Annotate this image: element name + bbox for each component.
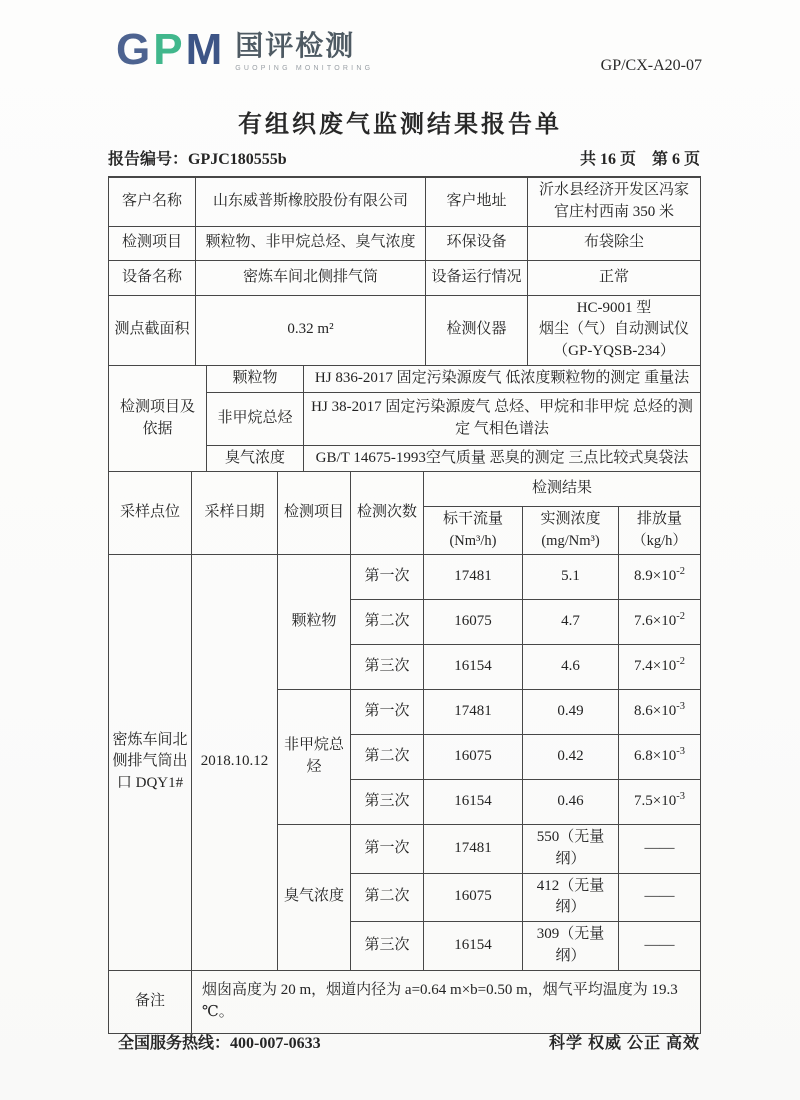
- basis-standard: HJ 836-2017 固定污染源废气 低浓度颗粒物的测定 重量法: [304, 365, 701, 392]
- info-label: 客户地址: [426, 177, 528, 226]
- info-label: 客户名称: [109, 177, 196, 226]
- info-label: 环保设备: [426, 226, 528, 260]
- trial-cell: 第三次: [351, 780, 424, 825]
- trial-cell: 第一次: [351, 690, 424, 735]
- remark-table: [108, 970, 701, 1034]
- conc-cell: 0.49: [523, 690, 619, 735]
- emission-exponent: -2: [676, 656, 685, 668]
- emission-base: 8.6×10: [634, 703, 677, 720]
- basis-label: 检测项目及依据: [109, 365, 207, 472]
- emission-cell: [619, 922, 701, 971]
- trial-cell: 第一次: [351, 825, 424, 874]
- gpm-logo: [116, 25, 374, 74]
- table-row: [109, 365, 701, 392]
- page-title: 有组织废气监测结果报告单: [238, 112, 562, 138]
- flow-cell: 16154: [424, 780, 523, 825]
- flow-cell: 17481: [424, 555, 523, 600]
- conc-cell: 0.42: [523, 735, 619, 780]
- emission-base: 6.8×10: [634, 748, 677, 765]
- logo-letter-p: P: [153, 25, 186, 74]
- emission-base: ——: [644, 839, 675, 856]
- trial-cell: 第一次: [351, 555, 424, 600]
- header-emission-unit: （kg/h）: [632, 533, 687, 549]
- page-count: 共 16 页 第 6 页: [579, 151, 700, 168]
- emission-exponent: -3: [676, 791, 685, 803]
- footer-slogan: 科学 权威 公正 高效: [548, 1035, 700, 1052]
- conc-cell: 550（无量纲）: [523, 825, 619, 874]
- emission-exponent: -2: [676, 611, 685, 623]
- basis-standard: HJ 38-2017 固定污染源废气 总烃、甲烷和非甲烷 总烃的测定 气相色谱法: [304, 392, 701, 445]
- flow-cell: 16075: [424, 873, 523, 922]
- flow-cell: 17481: [424, 690, 523, 735]
- conc-cell: 4.6: [523, 645, 619, 690]
- info-value: 密炼车间北侧排气筒: [196, 260, 426, 295]
- results-table: [108, 471, 701, 970]
- emission-cell: [619, 825, 701, 874]
- page-footer: [118, 1030, 700, 1053]
- basis-standard: GB/T 14675-1993空气质量 恶臭的测定 三点比较式臭袋法: [304, 445, 701, 472]
- report-meta-row: [108, 146, 700, 169]
- info-value: 正常: [528, 260, 701, 295]
- table-row: [109, 295, 701, 365]
- info-value: 山东威普斯橡胶股份有限公司: [196, 177, 426, 226]
- info-label: 检测项目: [109, 226, 196, 260]
- header-results-group: 检测结果: [424, 472, 701, 507]
- table-row: [109, 177, 701, 226]
- remark-label: 备注: [109, 970, 192, 1033]
- info-value: 颗粒物、非甲烷总烃、臭气浓度: [196, 226, 426, 260]
- conc-cell: 309（无量纲）: [523, 922, 619, 971]
- logo-text: [235, 28, 373, 72]
- emission-cell: [619, 600, 701, 645]
- header-sampling-date: 采样日期: [192, 472, 278, 555]
- sampling-date-cell: 2018.10.12: [192, 555, 278, 971]
- emission-cell: [619, 555, 701, 600]
- trial-cell: 第三次: [351, 922, 424, 971]
- info-label: 检测仪器: [426, 295, 528, 365]
- basis-item: 非甲烷总烃: [207, 392, 304, 445]
- info-value-instrument: [528, 295, 701, 365]
- basis-item: 颗粒物: [207, 365, 304, 392]
- flow-cell: 16154: [424, 922, 523, 971]
- table-row: [109, 260, 701, 295]
- footer-hotline: 全国服务热线：400-007-0633: [118, 1035, 321, 1052]
- trial-cell: 第二次: [351, 873, 424, 922]
- conc-cell: 412（无量纲）: [523, 873, 619, 922]
- logo-letter-m: M: [185, 25, 226, 74]
- emission-exponent: -3: [676, 746, 685, 758]
- logo-name-cn: 国评检测: [235, 30, 356, 61]
- emission-base: 7.5×10: [634, 793, 677, 810]
- header-flow-name: 标干流量: [442, 511, 503, 528]
- info-label: 设备名称: [109, 260, 196, 295]
- emission-base: ——: [644, 936, 675, 953]
- header-test-times: 检测次数: [351, 472, 424, 555]
- conc-cell: 5.1: [523, 555, 619, 600]
- document-code: GP/CX-A20-07: [600, 57, 702, 74]
- table-row: [109, 970, 701, 1033]
- table-header-row: [109, 472, 701, 507]
- flow-cell: 16154: [424, 645, 523, 690]
- header-sampling-point: 采样点位: [109, 472, 192, 555]
- info-label: 设备运行情况: [426, 260, 528, 295]
- header-concentration: [523, 507, 619, 555]
- basis-item: 臭气浓度: [207, 445, 304, 472]
- conc-cell: 4.7: [523, 600, 619, 645]
- remark-text: 烟囱高度为 20 m，烟道内径为 a=0.64 m×b=0.50 m，烟气平均温度为 19.3 ℃。: [192, 970, 701, 1033]
- info-value: 布袋除尘: [528, 226, 701, 260]
- instrument-line: HC-9001 型: [576, 299, 652, 316]
- info-value: 沂水县经济开发区冯家官庄村西南 350 米: [528, 177, 701, 226]
- emission-base: ——: [644, 888, 675, 905]
- header-conc-name: 实测浓度: [540, 511, 601, 528]
- header-emission-name: 排放量: [637, 511, 683, 528]
- emission-cell: [619, 780, 701, 825]
- emission-exponent: -2: [676, 566, 685, 578]
- flow-cell: 16075: [424, 600, 523, 645]
- instrument-line: 烟尘（气）自动测试仪: [538, 321, 689, 338]
- conc-cell: 0.46: [523, 780, 619, 825]
- emission-exponent: -3: [676, 701, 685, 713]
- header-flow: [424, 507, 523, 555]
- sampling-point-cell: 密炼车间北侧排气筒出口 DQY1#: [109, 555, 192, 971]
- report-tables: [108, 176, 700, 1034]
- report-number: 报告编号：GPJC180555b: [108, 151, 287, 168]
- emission-base: 7.6×10: [634, 613, 677, 630]
- logo-name-en: GUOPING MONITORING: [235, 64, 374, 72]
- logo-letter-g: G: [116, 25, 154, 74]
- trial-cell: 第二次: [351, 600, 424, 645]
- emission-cell: [619, 735, 701, 780]
- info-table: [108, 176, 701, 366]
- flow-cell: 16075: [424, 735, 523, 780]
- table-row: [109, 555, 701, 600]
- emission-base: 7.4×10: [634, 658, 677, 675]
- item-cell-odor: 臭气浓度: [278, 825, 351, 971]
- header-flow-unit: (Nm³/h): [449, 533, 497, 549]
- header-emission: [619, 507, 701, 555]
- flow-cell: 17481: [424, 825, 523, 874]
- item-cell-nmhc: 非甲烷总烃: [278, 690, 351, 825]
- instrument-line: （GP-YQSB-234）: [553, 343, 675, 359]
- emission-cell: [619, 873, 701, 922]
- emission-base: 8.9×10: [634, 568, 677, 585]
- header-test-item: 检测项目: [278, 472, 351, 555]
- info-label: 测点截面积: [109, 295, 196, 365]
- trial-cell: 第三次: [351, 645, 424, 690]
- emission-cell: [619, 690, 701, 735]
- header-conc-unit: (mg/Nm³): [541, 533, 600, 549]
- info-value: 0.32 m²: [196, 295, 426, 365]
- trial-cell: 第二次: [351, 735, 424, 780]
- item-cell-particulate: 颗粒物: [278, 555, 351, 690]
- table-row: [109, 226, 701, 260]
- basis-table: [108, 365, 701, 473]
- logo-letters: [116, 25, 226, 74]
- emission-cell: [619, 645, 701, 690]
